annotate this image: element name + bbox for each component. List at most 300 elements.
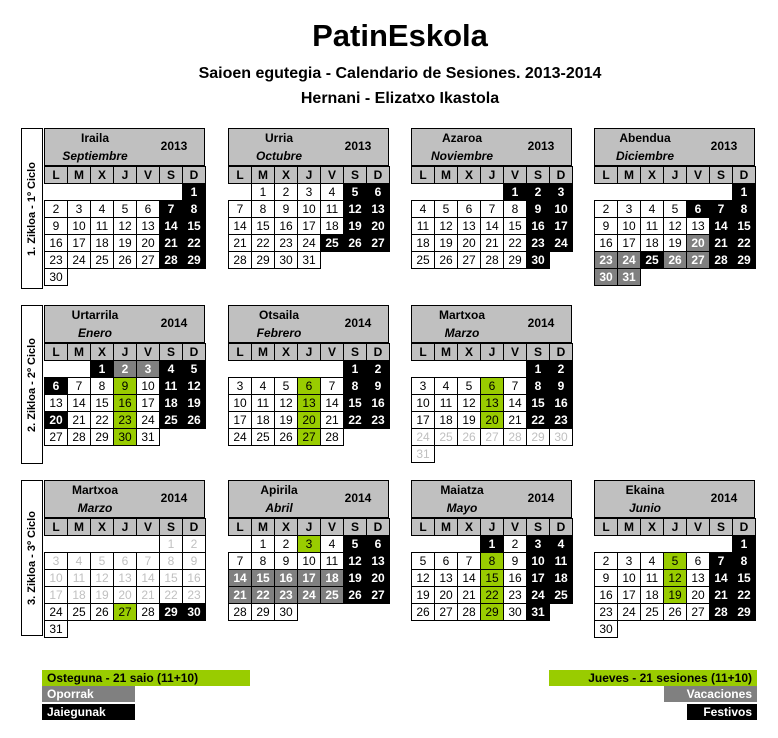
day-cell: 19 xyxy=(182,394,206,412)
day-cell: 18 xyxy=(159,394,183,412)
weekday-header: S xyxy=(159,343,183,361)
day-cell: 20 xyxy=(366,569,390,587)
day-cell: 24 xyxy=(526,586,550,604)
month-name-eu: Iraila xyxy=(80,131,110,145)
day-cell: 22 xyxy=(90,411,114,429)
weekday-header: J xyxy=(480,166,504,184)
weekday-header: X xyxy=(274,518,298,536)
day-cell: 30 xyxy=(44,268,68,286)
day-cell: 5 xyxy=(457,377,481,395)
month-name-eu: Otsaila xyxy=(258,308,300,322)
section-label-cycle-3: 3. Zikloa - 3º Ciclo xyxy=(21,480,43,636)
day-cell: 7 xyxy=(709,200,733,218)
day-cell: 7 xyxy=(67,377,91,395)
day-cell: 19 xyxy=(434,234,458,252)
empty-cell xyxy=(640,535,663,552)
day-cell: 29 xyxy=(480,603,504,621)
day-cell: 30 xyxy=(526,251,550,269)
day-cell: 11 xyxy=(434,394,458,412)
weekday-header: D xyxy=(366,343,390,361)
day-cell: 24 xyxy=(67,251,91,269)
month-year: 2013 xyxy=(344,139,372,153)
day-cell: 2 xyxy=(44,200,68,218)
day-cell: 20 xyxy=(297,411,321,429)
legend-holidays-es: Vacaciones xyxy=(664,686,757,702)
day-cell: 21 xyxy=(228,586,252,604)
day-cell: 9 xyxy=(549,377,573,395)
day-cell: 12 xyxy=(411,569,435,587)
month-header xyxy=(44,128,205,166)
weekday-header: L xyxy=(228,166,252,184)
weekday-header: D xyxy=(549,166,573,184)
day-cell: 20 xyxy=(686,586,710,604)
day-cell: 9 xyxy=(274,552,298,570)
day-cell: 13 xyxy=(297,394,321,412)
month-name-eu: Maiatza xyxy=(440,483,484,497)
day-cell: 9 xyxy=(503,552,527,570)
empty-cell xyxy=(44,535,67,552)
month-maiatza-2014 xyxy=(411,480,572,620)
month-header xyxy=(411,128,572,166)
day-cell: 1 xyxy=(90,360,114,378)
day-cell: 22 xyxy=(526,411,550,429)
day-cell: 14 xyxy=(320,394,344,412)
month-name-es: Septiembre xyxy=(62,149,128,163)
day-cell: 28 xyxy=(228,251,252,269)
empty-cell xyxy=(663,535,686,552)
day-cell: 4 xyxy=(251,377,275,395)
day-cell: 21 xyxy=(709,234,733,252)
weekday-header: D xyxy=(732,518,756,536)
day-cell: 21 xyxy=(67,411,91,429)
month-name-eu: Urria xyxy=(264,131,293,145)
day-cell: 10 xyxy=(44,569,68,587)
day-cell: 19 xyxy=(113,234,137,252)
weekday-header: V xyxy=(136,518,160,536)
weekday-header: L xyxy=(411,343,435,361)
day-cell: 11 xyxy=(159,377,183,395)
empty-cell xyxy=(136,183,159,200)
day-cell: 23 xyxy=(274,234,298,252)
day-cell: 25 xyxy=(640,251,664,269)
empty-cell xyxy=(113,535,136,552)
day-cell: 26 xyxy=(113,251,137,269)
day-cell: 11 xyxy=(640,569,664,587)
day-cell: 7 xyxy=(320,377,344,395)
day-cell: 8 xyxy=(732,552,756,570)
day-cell: 10 xyxy=(617,569,641,587)
day-cell: 30 xyxy=(594,268,618,286)
day-cell: 15 xyxy=(343,394,367,412)
day-cell: 11 xyxy=(90,217,114,235)
day-cell: 19 xyxy=(90,586,114,604)
day-cell: 18 xyxy=(320,217,344,235)
day-cell: 26 xyxy=(182,411,206,429)
weekday-header: J xyxy=(297,518,321,536)
day-cell: 12 xyxy=(113,217,137,235)
day-cell: 28 xyxy=(136,603,160,621)
day-cell: 1 xyxy=(732,535,756,553)
empty-cell xyxy=(90,535,113,552)
month-iraila-2013 xyxy=(44,128,205,285)
day-cell: 22 xyxy=(159,586,183,604)
day-cell: 26 xyxy=(457,428,481,446)
empty-cell xyxy=(411,360,434,377)
day-cell: 14 xyxy=(159,217,183,235)
empty-cell xyxy=(640,183,663,200)
day-cell: 29 xyxy=(251,251,275,269)
month-year: 2014 xyxy=(160,491,188,505)
day-cell: 8 xyxy=(480,552,504,570)
month-name-es: Junio xyxy=(629,501,661,515)
day-cell: 26 xyxy=(343,234,367,252)
day-cell: 6 xyxy=(297,377,321,395)
day-cell: 16 xyxy=(274,569,298,587)
month-name-es: Mayo xyxy=(446,501,478,515)
day-cell: 30 xyxy=(549,428,573,446)
day-cell: 7 xyxy=(709,552,733,570)
month-name-eu: Ekaina xyxy=(625,483,665,497)
weekday-header: D xyxy=(366,518,390,536)
day-cell: 26 xyxy=(274,428,298,446)
empty-cell xyxy=(67,535,90,552)
day-cell: 23 xyxy=(274,586,298,604)
day-cell: 14 xyxy=(136,569,160,587)
day-cell: 2 xyxy=(594,552,618,570)
day-cell: 9 xyxy=(594,569,618,587)
weekday-header: L xyxy=(594,166,618,184)
day-cell: 3 xyxy=(617,200,641,218)
day-cell: 3 xyxy=(549,183,573,201)
day-cell: 27 xyxy=(136,251,160,269)
day-cell: 24 xyxy=(617,251,641,269)
day-cell: 20 xyxy=(366,217,390,235)
weekday-header: M xyxy=(434,343,458,361)
month-name-eu: Urtarrila xyxy=(71,308,119,322)
day-cell: 5 xyxy=(343,535,367,553)
day-cell: 31 xyxy=(526,603,550,621)
day-cell: 22 xyxy=(251,234,275,252)
day-cell: 6 xyxy=(366,183,390,201)
day-cell: 31 xyxy=(44,620,68,638)
weekday-header: M xyxy=(67,166,91,184)
day-cell: 24 xyxy=(228,428,252,446)
day-grid xyxy=(594,518,755,637)
day-cell: 9 xyxy=(182,552,206,570)
weekday-header: V xyxy=(686,166,710,184)
day-cell: 5 xyxy=(182,360,206,378)
month-name-eu: Abendua xyxy=(619,131,671,145)
day-cell: 23 xyxy=(182,586,206,604)
day-cell: 15 xyxy=(526,394,550,412)
day-cell: 16 xyxy=(274,217,298,235)
day-cell: 20 xyxy=(44,411,68,429)
month-header xyxy=(228,305,389,343)
day-cell: 17 xyxy=(297,217,321,235)
day-cell: 12 xyxy=(90,569,114,587)
day-cell: 22 xyxy=(182,234,206,252)
day-cell: 22 xyxy=(732,234,756,252)
day-cell: 20 xyxy=(686,234,710,252)
day-cell: 11 xyxy=(411,217,435,235)
month-header xyxy=(228,480,389,518)
empty-cell xyxy=(159,183,182,200)
legend-holidays-eu: Oporrak xyxy=(42,686,135,702)
empty-cell xyxy=(503,360,526,377)
month-header xyxy=(411,305,572,343)
empty-cell xyxy=(228,535,251,552)
month-header xyxy=(594,480,755,518)
month-year: 2014 xyxy=(527,491,555,505)
day-cell: 9 xyxy=(113,377,137,395)
weekday-header: S xyxy=(343,518,367,536)
legend-festive-eu: Jaiegunak xyxy=(42,704,135,720)
day-cell: 21 xyxy=(159,234,183,252)
empty-cell xyxy=(228,183,251,200)
empty-cell xyxy=(136,535,159,552)
day-cell: 19 xyxy=(663,234,687,252)
day-cell: 9 xyxy=(366,377,390,395)
weekday-header: X xyxy=(274,166,298,184)
day-cell: 1 xyxy=(251,183,275,201)
month-martxoa-2014 xyxy=(411,305,572,462)
day-cell: 18 xyxy=(549,569,573,587)
day-cell: 1 xyxy=(503,183,527,201)
day-cell: 3 xyxy=(44,552,68,570)
month-urria-2013 xyxy=(228,128,389,268)
day-cell: 27 xyxy=(457,251,481,269)
month-name-es: Octubre xyxy=(255,149,302,163)
day-cell: 7 xyxy=(228,200,252,218)
weekday-header: D xyxy=(182,518,206,536)
day-cell: 20 xyxy=(113,586,137,604)
weekday-header: M xyxy=(617,518,641,536)
day-cell: 30 xyxy=(274,251,298,269)
empty-cell xyxy=(228,360,251,377)
month-header xyxy=(594,128,755,166)
day-cell: 6 xyxy=(480,377,504,395)
page-subtitle: Saioen egutegia - Calendario de Sesiones. 2013-2014 xyxy=(198,65,602,82)
month-martxoa-2014 xyxy=(44,480,205,637)
page-subtitle-location: Hernani - Elizatxo Ikastola xyxy=(300,90,500,107)
weekday-header: L xyxy=(44,343,68,361)
day-cell: 3 xyxy=(411,377,435,395)
day-cell: 19 xyxy=(343,569,367,587)
day-cell: 15 xyxy=(251,569,275,587)
day-cell: 23 xyxy=(113,411,137,429)
empty-cell xyxy=(686,183,709,200)
day-cell: 20 xyxy=(457,234,481,252)
day-cell: 27 xyxy=(366,234,390,252)
day-cell: 27 xyxy=(366,586,390,604)
day-cell: 19 xyxy=(343,217,367,235)
month-azaroa-2013 xyxy=(411,128,572,268)
empty-cell xyxy=(320,360,343,377)
month-header xyxy=(411,480,572,518)
day-cell: 14 xyxy=(503,394,527,412)
day-cell: 4 xyxy=(434,377,458,395)
day-cell: 26 xyxy=(411,603,435,621)
day-cell: 8 xyxy=(343,377,367,395)
day-cell: 17 xyxy=(67,234,91,252)
month-name-es: Marzo xyxy=(444,326,480,340)
day-cell: 13 xyxy=(366,200,390,218)
weekday-header: V xyxy=(686,518,710,536)
day-cell: 21 xyxy=(136,586,160,604)
day-cell: 28 xyxy=(228,603,252,621)
day-cell: 25 xyxy=(90,251,114,269)
weekday-header: V xyxy=(503,166,527,184)
day-cell: 24 xyxy=(44,603,68,621)
month-name-es: Febrero xyxy=(256,326,302,340)
legend-sessions-eu: Osteguna - 21 saio (11+10) xyxy=(42,670,250,686)
day-cell: 1 xyxy=(159,535,183,553)
day-cell: 1 xyxy=(732,183,756,201)
day-cell: 26 xyxy=(90,603,114,621)
month-urtarrila-2014 xyxy=(44,305,205,445)
day-cell: 25 xyxy=(549,586,573,604)
day-cell: 20 xyxy=(480,411,504,429)
weekday-header: S xyxy=(709,166,733,184)
day-cell: 12 xyxy=(274,394,298,412)
weekday-header: M xyxy=(251,518,275,536)
weekday-header: X xyxy=(640,518,664,536)
weekday-header: V xyxy=(503,518,527,536)
day-cell: 25 xyxy=(411,251,435,269)
day-cell: 23 xyxy=(549,411,573,429)
day-cell: 25 xyxy=(320,586,344,604)
day-cell: 13 xyxy=(457,217,481,235)
month-year: 2013 xyxy=(160,139,188,153)
weekday-header: M xyxy=(434,166,458,184)
day-cell: 18 xyxy=(411,234,435,252)
weekday-header: X xyxy=(274,343,298,361)
day-cell: 5 xyxy=(663,200,687,218)
empty-cell xyxy=(457,535,480,552)
day-cell: 22 xyxy=(251,586,275,604)
day-cell: 26 xyxy=(663,251,687,269)
day-cell: 30 xyxy=(503,603,527,621)
day-cell: 8 xyxy=(526,377,550,395)
day-cell: 12 xyxy=(343,200,367,218)
weekday-header: X xyxy=(90,343,114,361)
day-grid xyxy=(228,343,389,445)
empty-cell xyxy=(411,183,434,200)
empty-cell xyxy=(251,360,274,377)
day-cell: 21 xyxy=(457,586,481,604)
day-cell: 4 xyxy=(320,535,344,553)
day-cell: 6 xyxy=(136,200,160,218)
day-cell: 4 xyxy=(640,200,664,218)
day-cell: 14 xyxy=(709,217,733,235)
day-cell: 10 xyxy=(411,394,435,412)
day-cell: 23 xyxy=(594,251,618,269)
day-cell: 13 xyxy=(686,217,710,235)
day-cell: 27 xyxy=(686,251,710,269)
weekday-header: S xyxy=(343,166,367,184)
legend-sessions-es: Jueves - 21 sesiones (11+10) xyxy=(549,670,757,686)
month-name-eu: Martxoa xyxy=(71,483,118,497)
day-cell: 15 xyxy=(159,569,183,587)
day-cell: 14 xyxy=(480,217,504,235)
weekday-header: J xyxy=(297,343,321,361)
day-cell: 7 xyxy=(136,552,160,570)
day-cell: 8 xyxy=(251,200,275,218)
day-cell: 27 xyxy=(480,428,504,446)
day-cell: 4 xyxy=(640,552,664,570)
empty-cell xyxy=(434,535,457,552)
day-cell: 5 xyxy=(90,552,114,570)
day-cell: 7 xyxy=(228,552,252,570)
month-header xyxy=(44,480,205,518)
day-cell: 6 xyxy=(366,535,390,553)
weekday-header: S xyxy=(526,166,550,184)
day-cell: 10 xyxy=(297,200,321,218)
weekday-header: J xyxy=(663,518,687,536)
day-cell: 22 xyxy=(480,586,504,604)
empty-cell xyxy=(113,183,136,200)
page-title: PatinEskola xyxy=(312,18,488,53)
weekday-header: L xyxy=(228,518,252,536)
day-grid xyxy=(411,343,572,462)
weekday-header: S xyxy=(159,166,183,184)
day-cell: 7 xyxy=(159,200,183,218)
day-cell: 3 xyxy=(297,183,321,201)
day-cell: 10 xyxy=(67,217,91,235)
day-cell: 15 xyxy=(732,217,756,235)
month-name-eu: Apirila xyxy=(260,483,298,497)
weekday-header: L xyxy=(411,166,435,184)
day-cell: 21 xyxy=(228,234,252,252)
day-cell: 13 xyxy=(434,569,458,587)
day-cell: 1 xyxy=(182,183,206,201)
day-cell: 31 xyxy=(617,268,641,286)
day-cell: 6 xyxy=(686,200,710,218)
day-cell: 29 xyxy=(182,251,206,269)
day-cell: 9 xyxy=(526,200,550,218)
day-cell: 4 xyxy=(549,535,573,553)
day-cell: 24 xyxy=(136,411,160,429)
empty-cell xyxy=(594,535,617,552)
weekday-header: X xyxy=(640,166,664,184)
day-cell: 25 xyxy=(67,603,91,621)
day-cell: 5 xyxy=(274,377,298,395)
day-cell: 16 xyxy=(594,586,618,604)
day-cell: 14 xyxy=(457,569,481,587)
empty-cell xyxy=(274,360,297,377)
weekday-header: M xyxy=(251,166,275,184)
empty-cell xyxy=(44,183,67,200)
day-cell: 20 xyxy=(434,586,458,604)
day-cell: 29 xyxy=(90,428,114,446)
day-cell: 17 xyxy=(136,394,160,412)
day-cell: 11 xyxy=(251,394,275,412)
day-cell: 25 xyxy=(159,411,183,429)
day-cell: 29 xyxy=(732,603,756,621)
day-cell: 22 xyxy=(343,411,367,429)
day-cell: 7 xyxy=(457,552,481,570)
day-cell: 19 xyxy=(411,586,435,604)
day-cell: 2 xyxy=(526,183,550,201)
day-cell: 5 xyxy=(113,200,137,218)
day-cell: 25 xyxy=(640,603,664,621)
day-cell: 29 xyxy=(732,251,756,269)
day-cell: 16 xyxy=(526,217,550,235)
day-cell: 16 xyxy=(594,234,618,252)
weekday-header: M xyxy=(434,518,458,536)
day-grid xyxy=(411,166,572,268)
day-cell: 4 xyxy=(320,183,344,201)
